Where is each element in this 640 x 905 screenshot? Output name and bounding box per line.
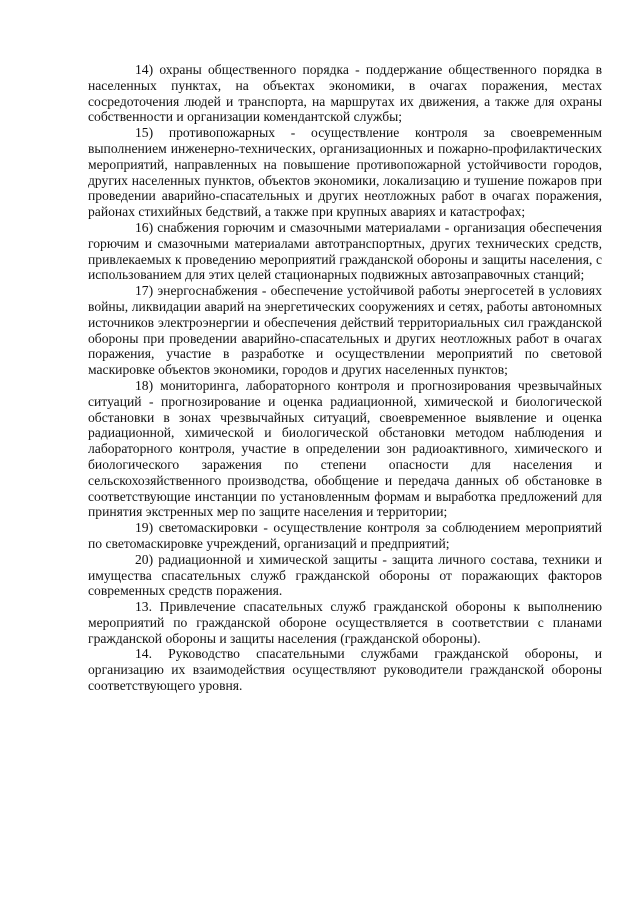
paragraph-item-18-monitoring: 18) мониторинга, лабораторного контроля и прогнозирования чрезвычайных ситуаций - прогнозирование и оценка радиационной, химической и биологической обстановки в зонах чрезвычайных ситуаций, своевременное выявление и оценка радиационной, химической и биологической обстановки методом наблюдения и лабораторного контроля, участие в определении зон радиоактивного, химического и биологического заражения по степени опасности для населения и сельскохозяйственного производства, обобщение и передача данных об обстановке в соответствующие инстанции по установленным формам и выработка предложений для принятия экстренных мер по защите населения и территории; xyxy=(88,377,602,520)
paragraph-item-14-public-order: 14) охраны общественного порядка - поддержание общественного порядка в населенных пунктах, на объектах экономики, в очагах поражения, местах сосредоточения людей и транспорта, на маршрутах их движения, а также для охраны собственности и организации комендантской службы; xyxy=(88,62,602,125)
paragraph-item-19-blackout: 19) светомаскировки - осуществление контроля за соблюдением мероприятий по светомаскировке учреждений, организаций и предприятий; xyxy=(88,520,602,551)
paragraph-item-15-fire-safety: 15) противопожарных - осуществление контроля за своевременным выполнением инженерно-технических, организационных и пожарно-профилактических мероприятий, направленных на повышение противопожарной устойчивости городов, других населенных пунктов, объектов экономики, локализацию и тушение пожаров при проведении аварийно-спасательных и других неотложных работ в очагах поражения, районах стихийных бедствий, а также при крупных авариях и катастрофах; xyxy=(88,125,602,220)
paragraph-item-16-fuel-supply: 16) снабжения горючим и смазочными материалами - организация обеспечения горючим и смазочными материалами автотранспортных, других технических средств, привлекаемых к проведению мероприятий гражданской обороны и защиты населения, с использованием для этих целей стационарных подвижных автозаправочных станций; xyxy=(88,219,602,283)
paragraph-item-20-radiation-protection: 20) радиационной и химической защиты - защита личного состава, техники и имущества спасательных служб гражданской обороны от поражающих факторов современных средств поражения. xyxy=(88,551,602,599)
paragraph-item-17-energy-supply: 17) энергоснабжения - обеспечение устойчивой работы энергосетей в условиях войны, ликвидации аварий на энергетических сооружениях и сетях, работы автономных источников электроэнергии и обеспечения действий территориальных сил гражданской обороны при проведении аварийно-спасательных и других неотложных работ в очагах поражения, участие в разработке и осуществлении мероприятий по световой маскировке объектов экономики, городов и других населенных пунктов; xyxy=(88,283,602,378)
paragraph-section-14-management: 14. Руководство спасательными службами гражданской обороны, и организацию их взаимодействия осуществляют руководители гражданской обороны соответствующего уровня. xyxy=(88,646,602,694)
document-page xyxy=(88,62,602,694)
paragraph-section-13-engagement: 13. Привлечение спасательных служб гражданской обороны к выполнению мероприятий по гражданской обороне осуществляется в соответствии с планами гражданской обороны и защиты населения (гражданской обороны). xyxy=(88,599,602,646)
